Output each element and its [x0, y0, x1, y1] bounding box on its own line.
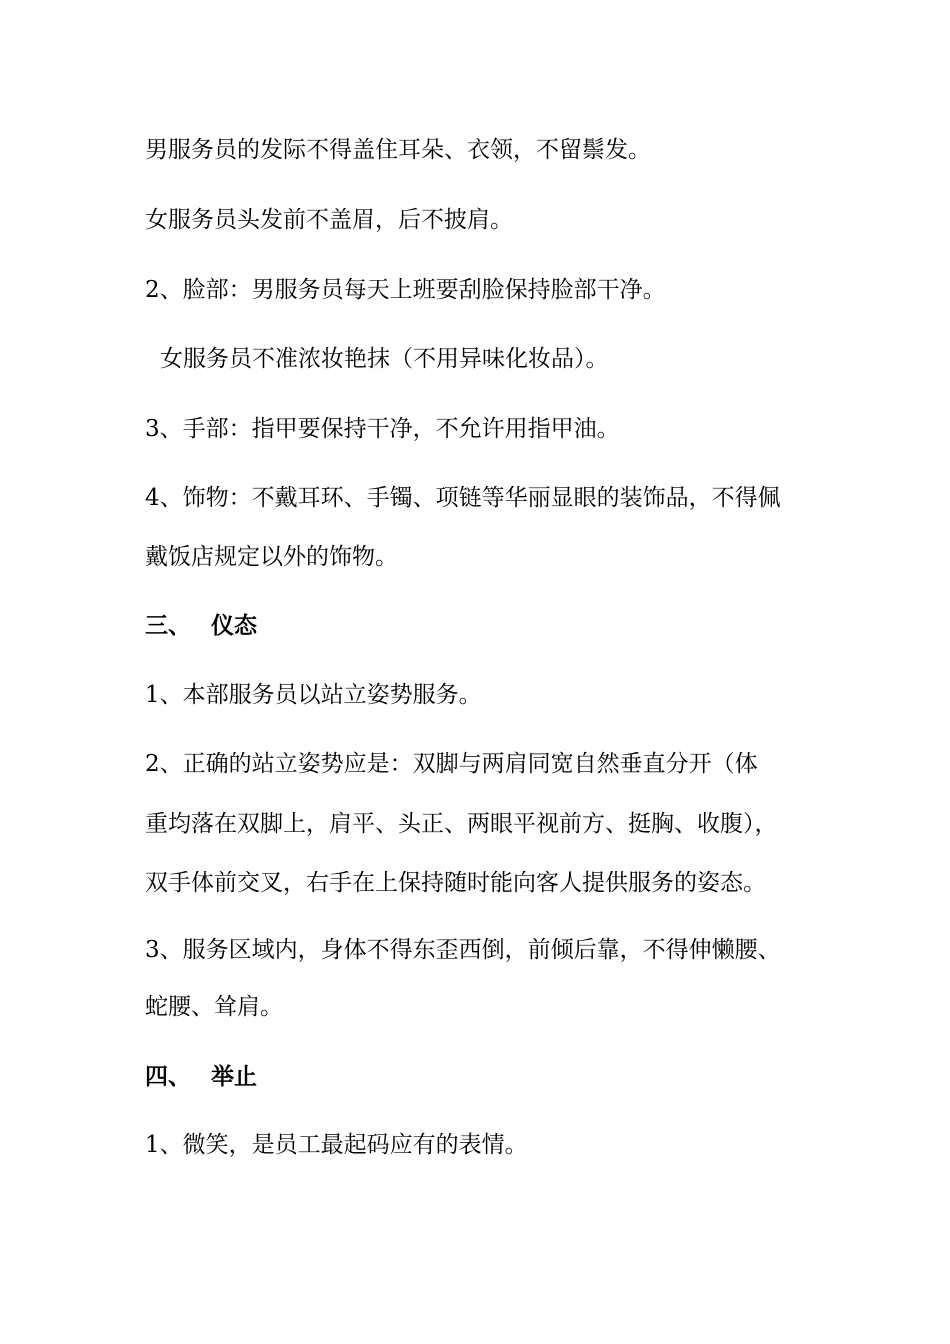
paragraph-line: 双手体前交叉，右手在上保持随时能向客人提供服务的姿态。: [145, 870, 766, 896]
paragraph-line: 2、脸部：男服务员每天上班要刮脸保持脸部干净。: [145, 277, 666, 303]
paragraph-line: 3、服务区域内，身体不得东歪西倒，前倾后靠，不得伸懒腰、: [145, 937, 781, 963]
section-title: 举止: [211, 1064, 257, 1090]
paragraph-line: 戴饭店规定以外的饰物。: [145, 544, 398, 570]
paragraph-line: 蛇腰、耸肩。: [145, 994, 283, 1020]
paragraph-line: 重均落在双脚上，肩平、头正、两眼平视前方、挺胸、收腹），: [145, 811, 778, 837]
paragraph-line: 4、饰物：不戴耳环、手镯、项链等华丽显眼的装饰品，不得佩: [145, 485, 781, 511]
paragraph-line: 1、本部服务员以站立姿势服务。: [145, 682, 482, 708]
paragraph-line: 3、手部：指甲要保持干净，不允许用指甲油。: [145, 416, 620, 442]
section-number: 四、: [145, 1064, 191, 1090]
section-number: 三、: [145, 613, 191, 639]
section-title: 仪态: [211, 613, 257, 639]
section-heading: [145, 1062, 257, 1092]
paragraph-line: 2、正确的站立姿势应是：双脚与两肩同宽自然垂直分开（体: [145, 751, 758, 777]
paragraph-line: 1、微笑，是员工最起码应有的表情。: [145, 1132, 528, 1158]
paragraph-line: 男服务员的发际不得盖住耳朵、衣领，不留鬃发。: [145, 137, 651, 163]
section-heading: [145, 611, 257, 641]
paragraph-line: 女服务员不准浓妆艳抹（不用异味化妆品）。: [160, 346, 609, 372]
paragraph-line: 女服务员头发前不盖眉，后不披肩。: [145, 207, 513, 233]
